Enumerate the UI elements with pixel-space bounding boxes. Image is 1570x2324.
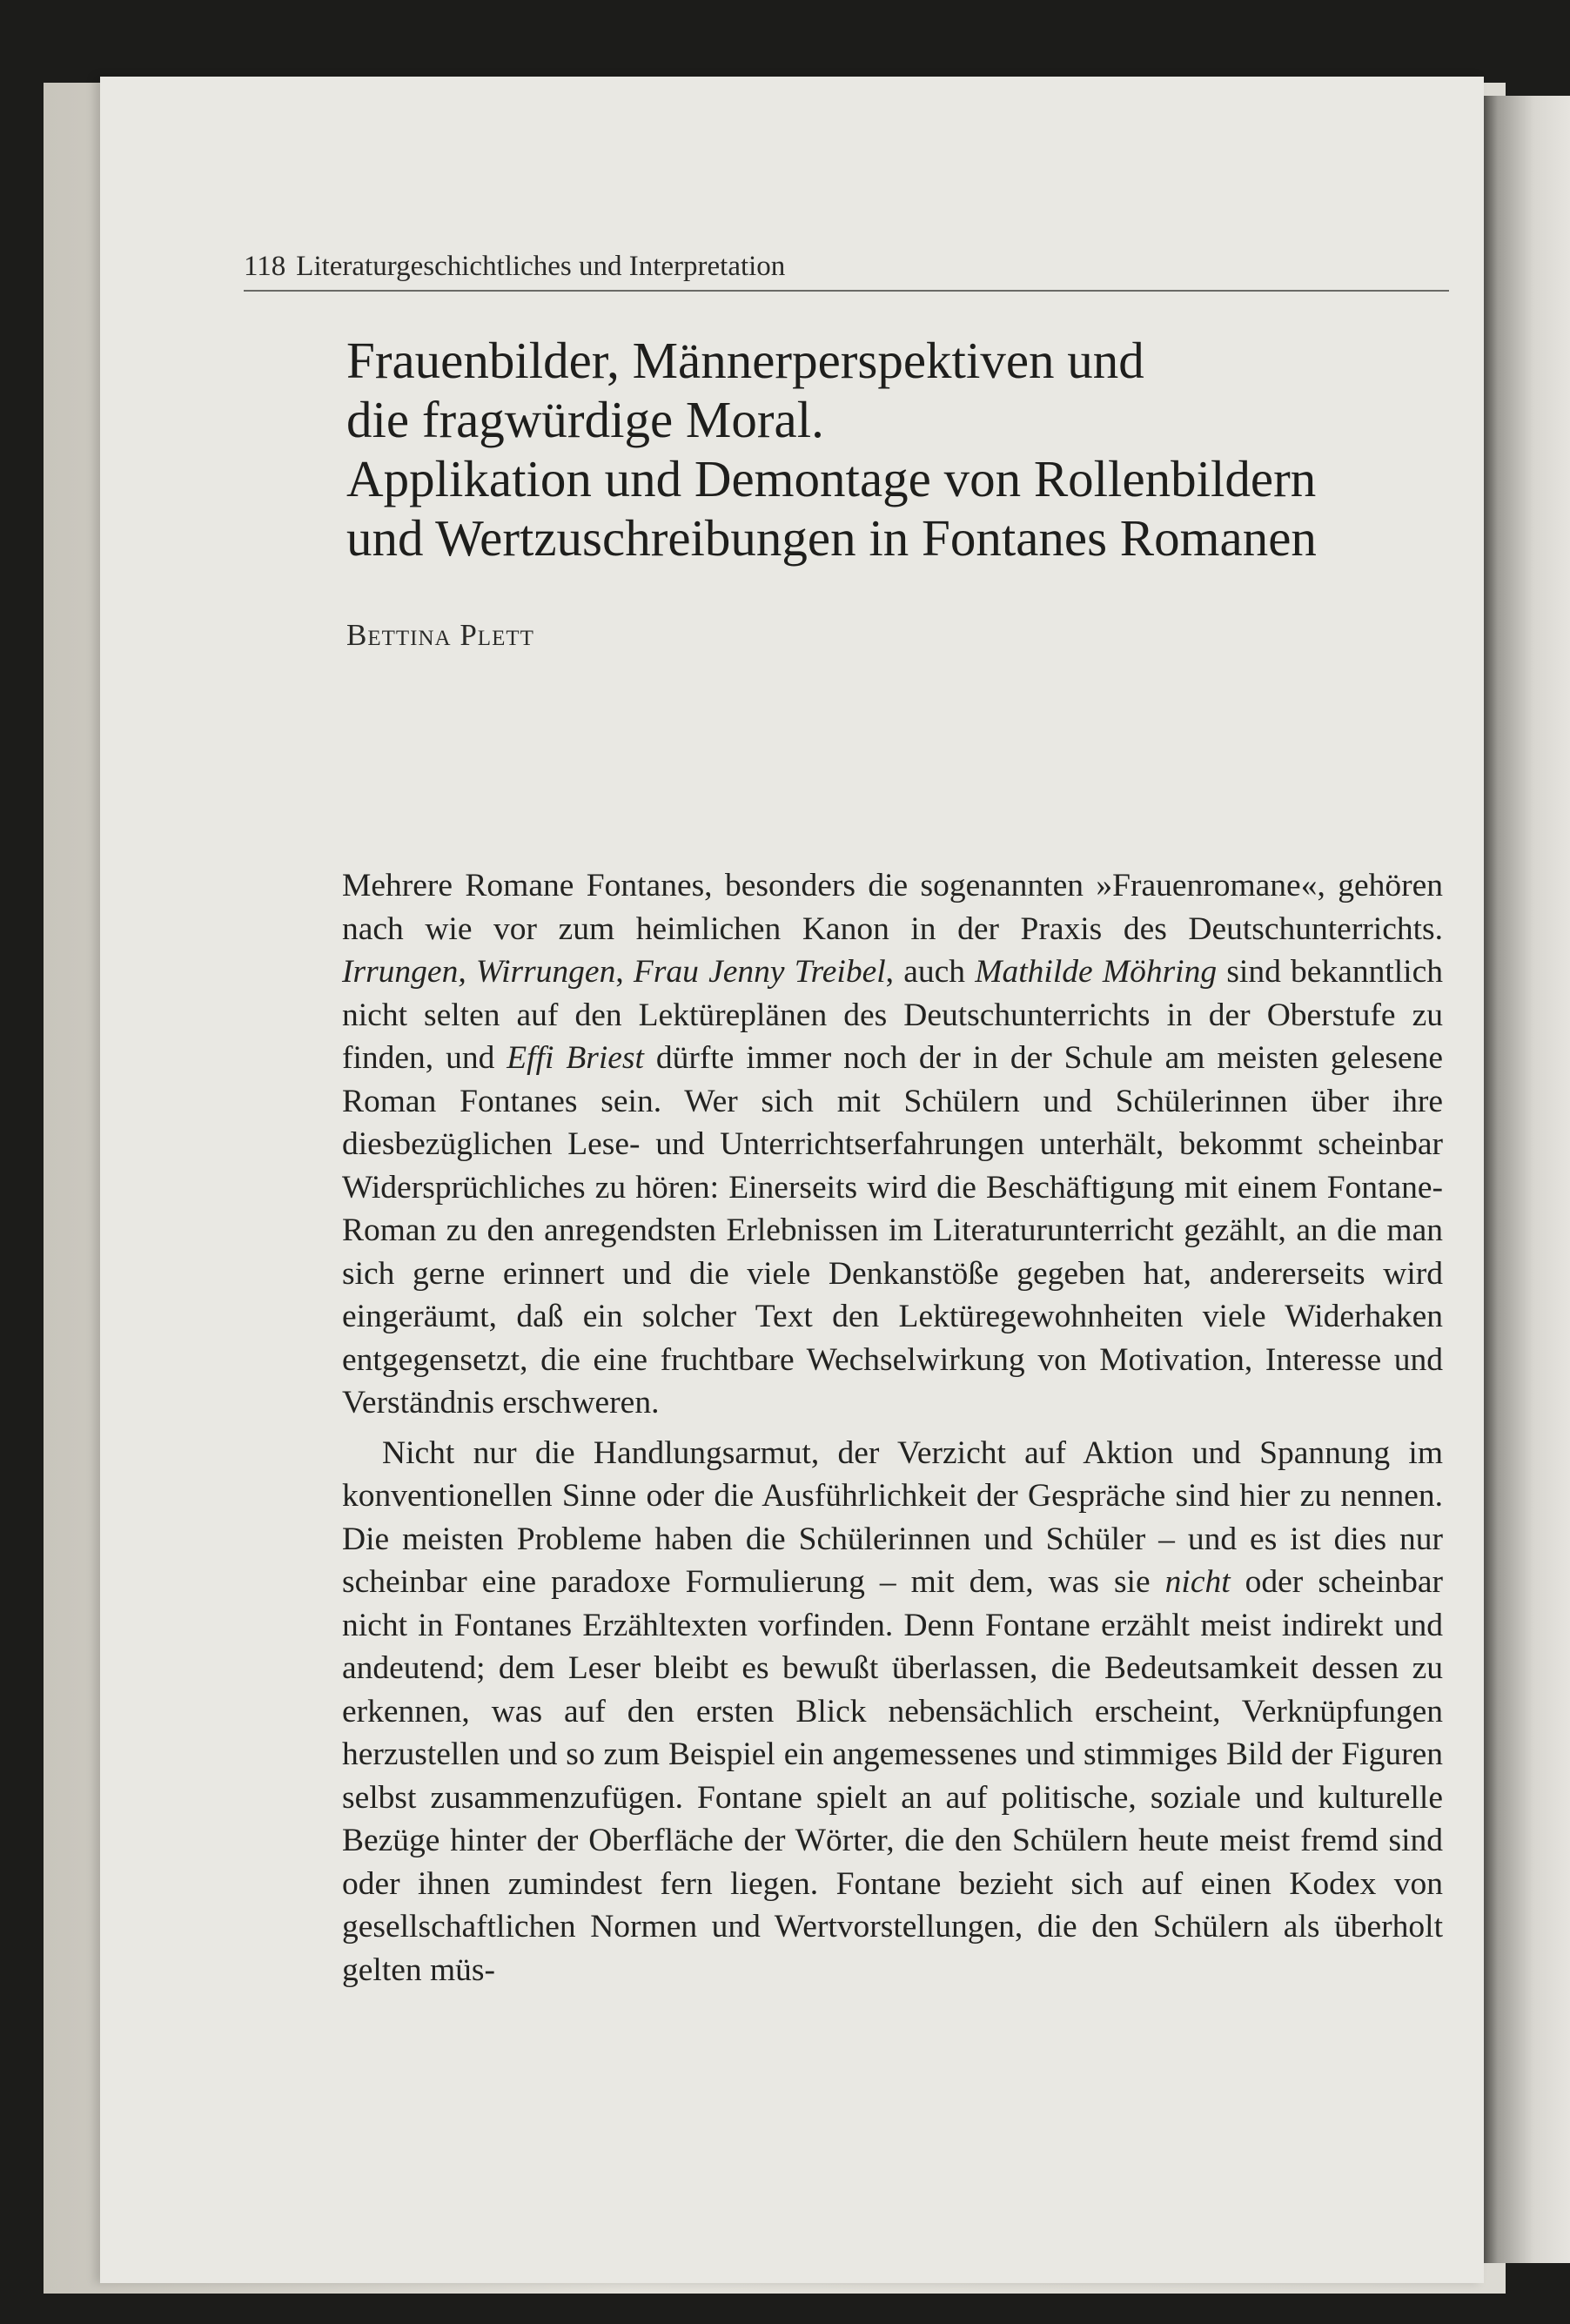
text-run: oder scheinbar nicht in Fontanes Erzähltexten vorfinden. Denn Fontane erzählt meist indirekt und andeutend; dem Leser bleibt es bewußt überlassen, die Bedeutsamkeit dessen zu erkennen, was auf den ersten Blick nebensächlich erscheint, Verknüpfungen herzustellen und so zum Beispiel ein angemessenes und stimmiges Bild der Figuren selbst zusammenzufügen. Fontane spielt an auf politische, soziale und kulturelle Bezüge hinter der Oberfläche der Wörter, die den Schülern heute meist fremd sind oder ihnen zumindest fern liegen. Fontane bezieht sich auf einen Kodex von gesellschaftlichen Normen und Wertvorstellungen, die den Schülern als überholt gelten müs- bbox=[342, 1564, 1443, 1988]
running-header bbox=[244, 251, 1449, 292]
body-text bbox=[342, 864, 1443, 1992]
title-line: Applikation und Demontage von Rollenbildern bbox=[346, 450, 1317, 507]
title-line: Frauenbilder, Männerperspektiven und bbox=[346, 332, 1144, 389]
text-run: , auch bbox=[885, 954, 976, 990]
italic-title: Irrungen, Wirrungen bbox=[342, 954, 616, 990]
text-run: Nicht nur die Handlungsarmut, der Verzicht auf Aktion und Spannung im konventionellen Sinne oder die Ausführlichkeit der Gespräche sind hier zu nennen. Die meisten Probleme haben die Schülerinnen und Schüler – und es ist dies nur scheinbar eine paradoxe Formulierung – mit dem, was sie bbox=[342, 1434, 1443, 1600]
italic-emphasis: nicht bbox=[1164, 1564, 1231, 1600]
text-run: sind bekanntlich nicht selten auf den Lektüreplänen des Deutschunterrichts in der Oberstufe zu finden, und bbox=[342, 954, 1443, 1076]
italic-title: Mathilde Möhring bbox=[975, 954, 1218, 990]
title-line: die fragwürdige Moral. bbox=[346, 391, 824, 448]
italic-title: Frau Jenny Treibel bbox=[633, 954, 886, 990]
italic-title: Effi Briest bbox=[507, 1040, 644, 1076]
text-run: dürfte immer noch der in der Schule am meisten gelesene Roman Fontanes sein. Wer sich mit Schülern und Schülerinnen über ihre diesbezüglichen Lese- und Unterrichtserfahrungen unterhält, bekommt scheinbar Widersprüchliches zu hören: Einerseits wird die Beschäftigung mit einem Fontane-Roman zu den anregendsten Erlebnissen im Literaturunterricht gezählt, an die man sich gerne erinnert und die viele Denkanstöße gegeben hat, andererseits wird eingeräumt, daß ein solcher Text den Lektüregewohnheiten viele Widerhaken entgegensetzt, die eine fruchtbare Wechselwirkung von Motivation, Interesse und Verständnis erschweren. bbox=[342, 1040, 1443, 1421]
page-number: 118 bbox=[244, 251, 286, 282]
author-name: Bettina Plett bbox=[346, 618, 534, 652]
running-title: Literaturgeschichtliches und Interpretation bbox=[296, 251, 786, 282]
paragraph bbox=[342, 864, 1443, 1425]
text-run: , bbox=[615, 954, 634, 990]
text-run: Mehrere Romane Fontanes, besonders die sogenannten »Frauenromane«, gehören nach wie vor zum heimlichen Kanon in der Praxis des Deutschunterrichts. bbox=[342, 868, 1443, 947]
paragraph bbox=[342, 1432, 1443, 1992]
facing-page-edge bbox=[1479, 96, 1570, 2263]
chapter-title bbox=[346, 331, 1460, 568]
title-line: und Wertzuschreibungen in Fontanes Romanen bbox=[346, 509, 1317, 567]
